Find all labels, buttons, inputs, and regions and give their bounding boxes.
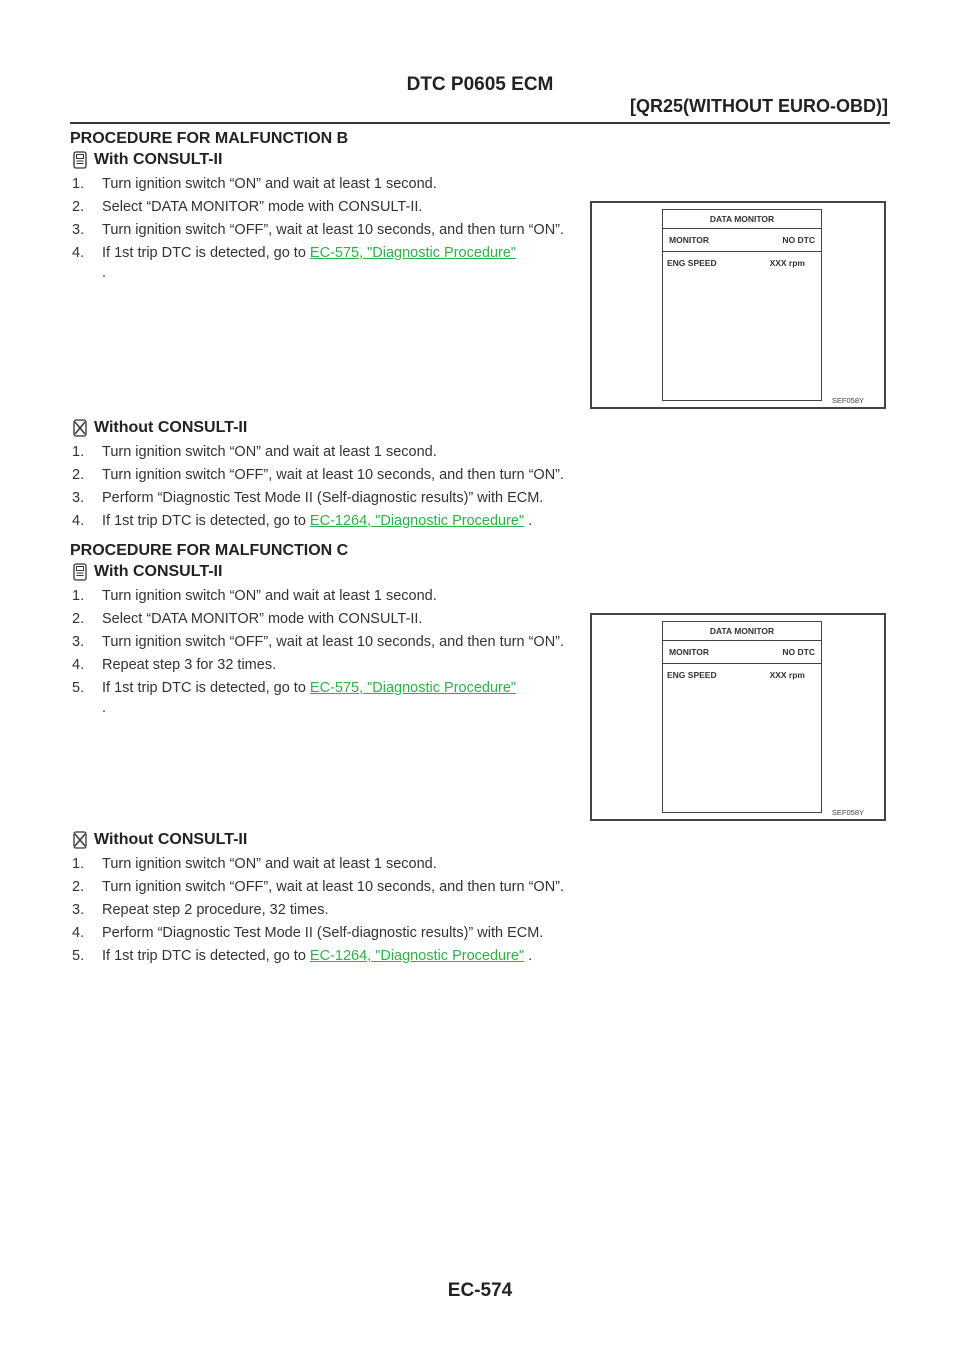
screen-data-row: ENG SPEED XXX rpm [667, 258, 805, 268]
without-consult-heading [72, 419, 247, 437]
list-item: 2. Select “DATA MONITOR” mode with CONSULT-II. [72, 611, 423, 627]
list-item: 1. Turn ignition switch “ON” and wait at least 1 second. [72, 856, 437, 872]
page-subtitle: [QR25(WITHOUT EURO-OBD)] [630, 96, 888, 116]
with-consult-heading [72, 563, 222, 581]
screen-title: DATA MONITOR [663, 210, 821, 229]
no-tools-icon [72, 831, 88, 849]
list-item: 4. Perform “Diagnostic Test Mode II (Self-diagnostic results)” with ECM. [72, 925, 544, 941]
list-item: 5. If 1st trip DTC is detected, go to EC-575, "Diagnostic Procedure" . [72, 680, 517, 716]
diagnostic-procedure-link[interactable]: EC-575, "Diagnostic Procedure" [309, 245, 517, 261]
consult-icon [72, 563, 88, 581]
list-item: 4. If 1st trip DTC is detected, go to EC-1264, "Diagnostic Procedure" . [72, 513, 533, 529]
list-item: 1. Turn ignition switch “ON” and wait at least 1 second. [72, 444, 437, 460]
data-monitor-figure [590, 201, 886, 409]
without-consult-heading [72, 831, 247, 849]
without-consult-label: Without CONSULT-II [94, 831, 248, 848]
section-heading-malfunction-c: PROCEDURE FOR MALFUNCTION C [70, 542, 349, 559]
list-item: 3. Perform “Diagnostic Test Mode II (Self-diagnostic results)” with ECM. [72, 490, 544, 506]
steps-b-without-consult [72, 442, 872, 534]
screen-data-row: ENG SPEED XXX rpm [667, 670, 805, 680]
with-consult-label: With CONSULT-II [94, 563, 223, 580]
section-heading-malfunction-b: PROCEDURE FOR MALFUNCTION B [70, 130, 349, 147]
without-consult-label: Without CONSULT-II [94, 419, 248, 436]
list-item: 2. Turn ignition switch “OFF”, wait at least 10 seconds, and then turn “ON”. [72, 879, 565, 895]
screen-title: DATA MONITOR [663, 622, 821, 641]
list-item: 1. Turn ignition switch “ON” and wait at least 1 second. [72, 176, 437, 192]
screen-header-row: MONITOR NO DTC [663, 229, 821, 252]
list-item: 3. Turn ignition switch “OFF”, wait at least 10 seconds, and then turn “ON”. [72, 222, 565, 238]
list-item: 2. Select “DATA MONITOR” mode with CONSULT-II. [72, 199, 423, 215]
screen-header-row: MONITOR NO DTC [663, 641, 821, 664]
with-consult-heading [72, 151, 222, 169]
data-monitor-figure [590, 613, 886, 821]
page-number: EC-574 [447, 1280, 513, 1301]
diagnostic-procedure-link[interactable]: EC-575, "Diagnostic Procedure" [309, 680, 517, 696]
consult-screen [662, 209, 822, 401]
figure-code: SEF058Y [831, 396, 864, 405]
diagnostic-procedure-link[interactable]: EC-1264, "Diagnostic Procedure" [309, 948, 525, 964]
list-item: 1. Turn ignition switch “ON” and wait at least 1 second. [72, 588, 437, 604]
list-item: 3. Turn ignition switch “OFF”, wait at least 10 seconds, and then turn “ON”. [72, 634, 565, 650]
list-item: 4. Repeat step 3 for 32 times. [72, 657, 277, 673]
consult-screen [662, 621, 822, 813]
steps-c-without-consult [72, 854, 872, 969]
no-tools-icon [72, 419, 88, 437]
with-consult-label: With CONSULT-II [94, 151, 223, 168]
list-item: 3. Repeat step 2 procedure, 32 times. [72, 902, 329, 918]
steps-b-with-consult [72, 174, 582, 286]
list-item: 5. If 1st trip DTC is detected, go to EC-1264, "Diagnostic Procedure" . [72, 948, 533, 964]
diagnostic-procedure-link[interactable]: EC-1264, "Diagnostic Procedure" [309, 513, 525, 529]
page-title: DTC P0605 ECM [406, 74, 554, 95]
list-item: 4. If 1st trip DTC is detected, go to EC-575, "Diagnostic Procedure" . [72, 245, 517, 281]
header-divider [70, 122, 890, 124]
steps-c-with-consult [72, 586, 582, 721]
list-item: 2. Turn ignition switch “OFF”, wait at least 10 seconds, and then turn “ON”. [72, 467, 565, 483]
consult-icon [72, 151, 88, 169]
figure-code: SEF058Y [831, 808, 864, 817]
